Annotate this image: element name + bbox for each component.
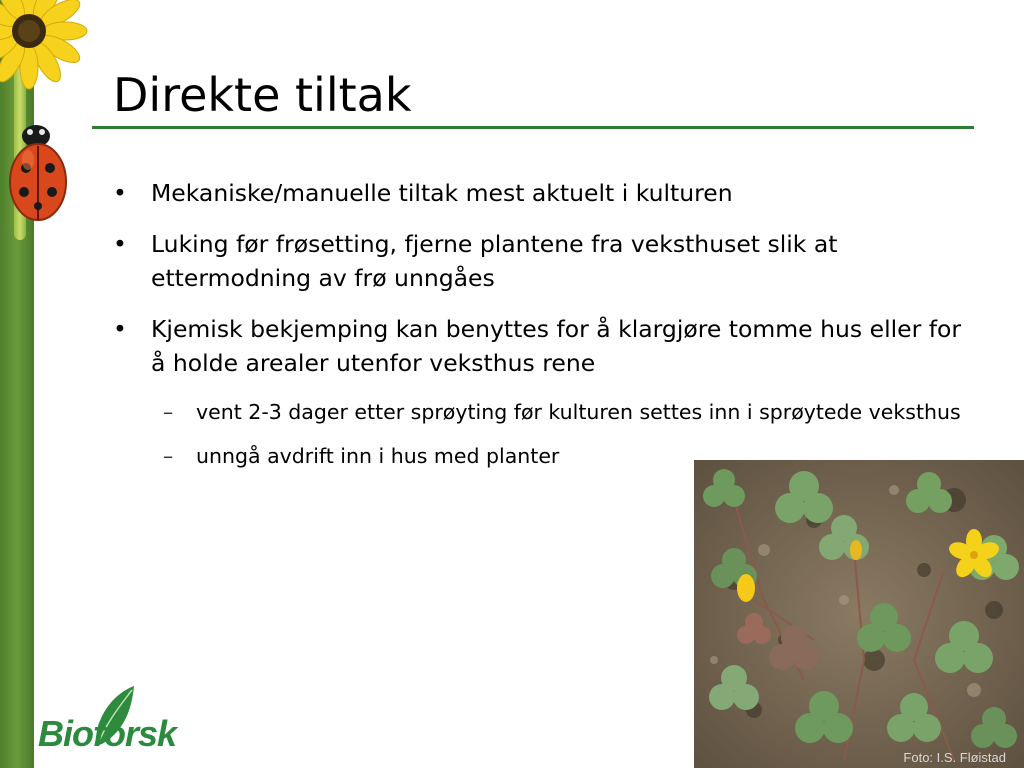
bullet-text: Kjemisk bekjemping kan benyttes for å klargjøre tomme hus eller for å holde arealer utenfor veksthus rene <box>151 315 962 377</box>
title-underline <box>92 126 974 129</box>
bioforsk-logo <box>38 684 188 758</box>
bullet-marker: • <box>113 315 127 343</box>
sub-bullet-marker: – <box>163 400 174 424</box>
bullet-marker: • <box>113 230 127 258</box>
left-stripe-lower <box>0 230 34 768</box>
sunflower-icon <box>0 0 88 90</box>
bioforsk-logo-mark <box>38 684 188 758</box>
bullet-text: Luking før frøsetting, fjerne plantene fra veksthuset slik at ettermodning av frø unngåes <box>151 230 838 292</box>
logo-text: Bioforsk <box>38 713 177 754</box>
bullet-item <box>113 312 963 380</box>
bullet-item <box>113 176 963 210</box>
sub-bullet-item <box>113 397 963 427</box>
bullet-item <box>113 227 963 295</box>
slide-content <box>113 176 963 485</box>
sub-bullet-text: vent 2-3 dager etter sprøyting før kulturen settes inn i sprøytede veksthus <box>196 400 961 424</box>
bullet-marker: • <box>113 179 127 207</box>
slide-title: Direkte tiltak <box>113 68 412 122</box>
sub-bullet-marker: – <box>163 444 174 468</box>
photo-credit-text: Foto: I.S. Fløistad <box>903 750 1006 765</box>
plant-photo-illustration <box>694 460 1024 768</box>
oxalis-plant-photo <box>694 460 1024 768</box>
sub-bullet-text: unngå avdrift inn i hus med planter <box>196 444 560 468</box>
ladybug-icon <box>4 110 68 222</box>
bullet-text: Mekaniske/manuelle tiltak mest aktuelt i kulturen <box>151 179 733 207</box>
